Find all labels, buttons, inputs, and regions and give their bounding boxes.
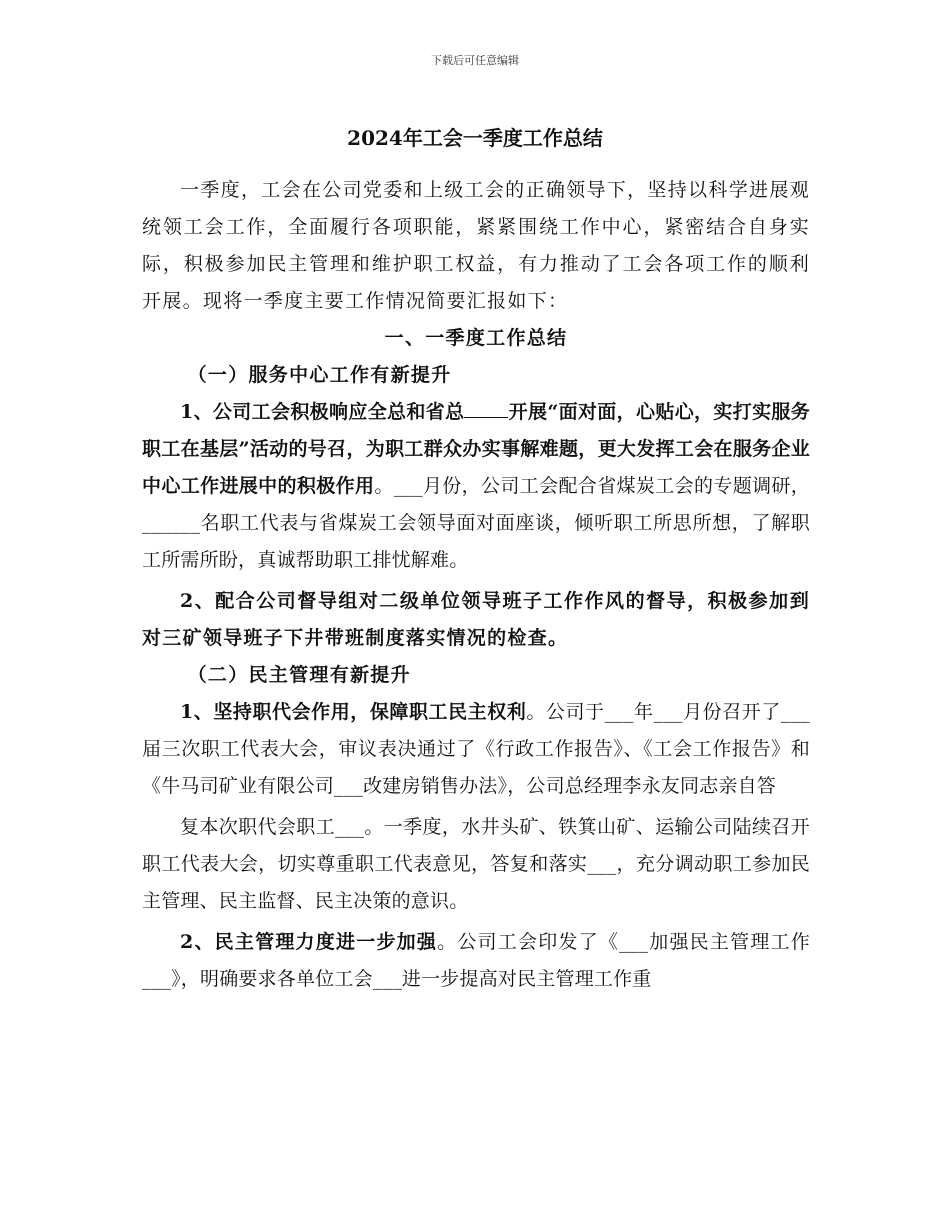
item-paragraph-2: 2、配合公司督导组对二级单位领导班子工作作风的督导，积极参加到对三矿领导班子下井带班制度落实情况的检查。	[142, 590, 810, 649]
item-1-bold-cont: 开展“面对面，心贴心，实打实服务职工在基层”活动的号召，为职工群众办实事解难题，更大发挥工会在服务企业中心工作进展中的积极作用	[142, 401, 810, 497]
intro-paragraph: 一季度，工会在公司党委和上级工会的正确领导下，坚持以科学进展观统领工会工作，全面履行各项职能，紧紧围绕工作中心，紧密结合自身实际，积极参加民主管理和维护职工权益，有力推动了工会各项工作的顺利开展。现将一季度主要工作情况简要汇报如下：	[142, 179, 810, 312]
item-paragraph-3	[142, 694, 810, 805]
item-4-bold-lead: 2、民主管理力度进一步加强	[180, 931, 438, 953]
item-paragraph-4	[142, 924, 810, 998]
item-4-rest: 。公司工会印发了《___加强民主管理工作___》，明确要求各单位工会___进一步提高对民主管理工作重	[142, 931, 810, 990]
document-title: 2024年工会一季度工作总结	[347, 126, 603, 150]
item-1-bold-lead: 1、公司工会积极响应全总和省总	[180, 401, 465, 423]
header-note: 下载后可任意编辑	[431, 54, 519, 67]
section-heading-summary: 一、一季度工作总结	[384, 327, 568, 349]
subsection-heading-service: （一）服务中心工作有新提升	[187, 364, 452, 386]
blank-underline	[464, 397, 508, 418]
document-body	[142, 172, 810, 998]
item-3-bold-lead: 1、坚持职代会作用，保障职工民主权利	[180, 701, 527, 723]
subsection-heading-democracy: （二）民主管理有新提升	[187, 664, 411, 686]
item-1-rest: 。___月份，公司工会配合省煤炭工会的专题调研，______名职工代表与省煤炭工会领导面对面座谈，倾听职工所思所想，了解职工所需所盼，真诚帮助职工排忧解难。	[142, 475, 810, 571]
item-paragraph-3-continued: 复本次职代会职工___。一季度，水井头矿、铁箕山矿、运输公司陆续召开职工代表大会，切实尊重职工代表意见，答复和落实___，充分调动职工参加民主管理、民主监督、民主决策的意识。	[142, 816, 810, 912]
item-paragraph-1	[142, 394, 810, 579]
item-3-rest: 。公司于___年___月份召开了___届三次职工代表大会，审议表决通过了《行政工作报告》、《工会工作报告》和《牛马司矿业有限公司___改建房销售办法》，公司总经理李永友同志亲自答	[142, 701, 810, 797]
